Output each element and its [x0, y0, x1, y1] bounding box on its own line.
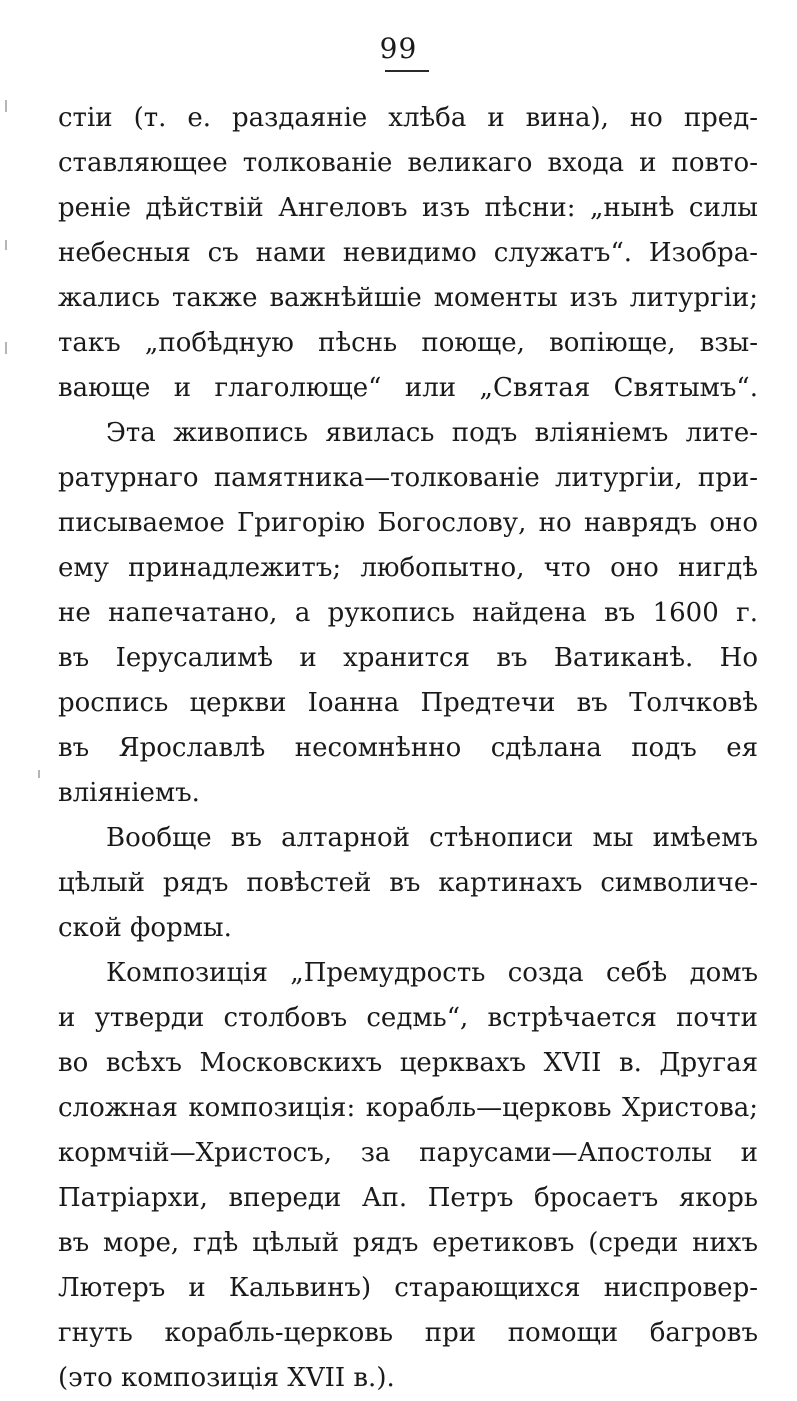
paragraph [58, 96, 758, 411]
text-line: такъ „побѣдную пѣснь поюще, вопіюще, взы- [58, 328, 758, 358]
margin-mark [5, 342, 7, 354]
text-line: Композиція „Премудрость созда себѣ домъ [106, 958, 758, 988]
text-line: не напечатано, а рукопись найдена въ 1600 г. [58, 598, 758, 628]
margin-mark [5, 100, 7, 112]
paragraph [58, 411, 758, 816]
paragraph [58, 951, 758, 1401]
margin-mark [38, 770, 40, 778]
text-line: жались также важнѣйшіе моменты изъ литургіи; [58, 283, 758, 313]
text-line: роспись церкви Іоанна Предтечи въ Толчковѣ [58, 688, 758, 718]
text-line: Эта живопись явилась подъ вліяніемъ лите- [106, 418, 758, 448]
text-line: сложная композиція: корабль—церковь Христова; [58, 1093, 758, 1123]
text-line: и утверди столбовъ седмь“, встрѣчается почти [58, 1003, 758, 1033]
page-number: 99 [379, 32, 418, 65]
text-line: Вообще въ алтарной стѣнописи мы имѣемъ [106, 823, 758, 853]
text-line: цѣлый рядъ повѣстей въ картинахъ символиче- [58, 868, 758, 898]
text-line: ратурнаго памятника—толкованіе литургіи, при- [58, 463, 758, 493]
text-line: стіи (т. е. раздаяніе хлѣба и вина), но пред- [58, 103, 758, 133]
text-line: ему принадлежитъ; любопытно, что оно нигдѣ [58, 553, 758, 583]
text-line: въ море, гдѣ цѣлый рядъ еретиковъ (среди нихъ [58, 1228, 758, 1258]
paragraph [58, 816, 758, 951]
page-body [58, 96, 758, 1401]
text-line: вліяніемъ. [58, 778, 200, 808]
text-line: ской формы. [58, 913, 232, 943]
text-line: кормчій—Христосъ, за парусами—Апостолы и [58, 1138, 758, 1168]
page-number-underline [385, 70, 429, 72]
text-line: (это композиція XVII в.). [58, 1363, 395, 1393]
text-line: въ Іерусалимѣ и хранится въ Ватиканѣ. Но [58, 643, 758, 673]
margin-mark [5, 240, 7, 250]
text-line: писываемое Григорію Богослову, но наврядъ оно [58, 508, 758, 538]
text-line: въ Ярославлѣ несомнѣнно сдѣлана подъ ея [58, 733, 758, 763]
text-line: Патріархи, впереди Ап. Петръ бросаетъ якорь [58, 1183, 758, 1213]
text-line: во всѣхъ Московскихъ церквахъ XVII в. Другая [58, 1048, 758, 1078]
text-line: гнуть корабль-церковь при помощи багровъ [58, 1318, 758, 1348]
text-line: небесныя съ нами невидимо служатъ“. Изобра- [58, 238, 758, 268]
text-line: вающе и глаголюще“ или „Святая Святымъ“. [58, 373, 758, 403]
text-line: ставляющее толкованіе великаго входа и повто- [58, 148, 758, 178]
text-line: Лютеръ и Кальвинъ) старающихся ниспровер- [58, 1273, 758, 1303]
text-line: реніе дѣйствій Ангеловъ изъ пѣсни: „нынѣ силы [58, 193, 758, 223]
